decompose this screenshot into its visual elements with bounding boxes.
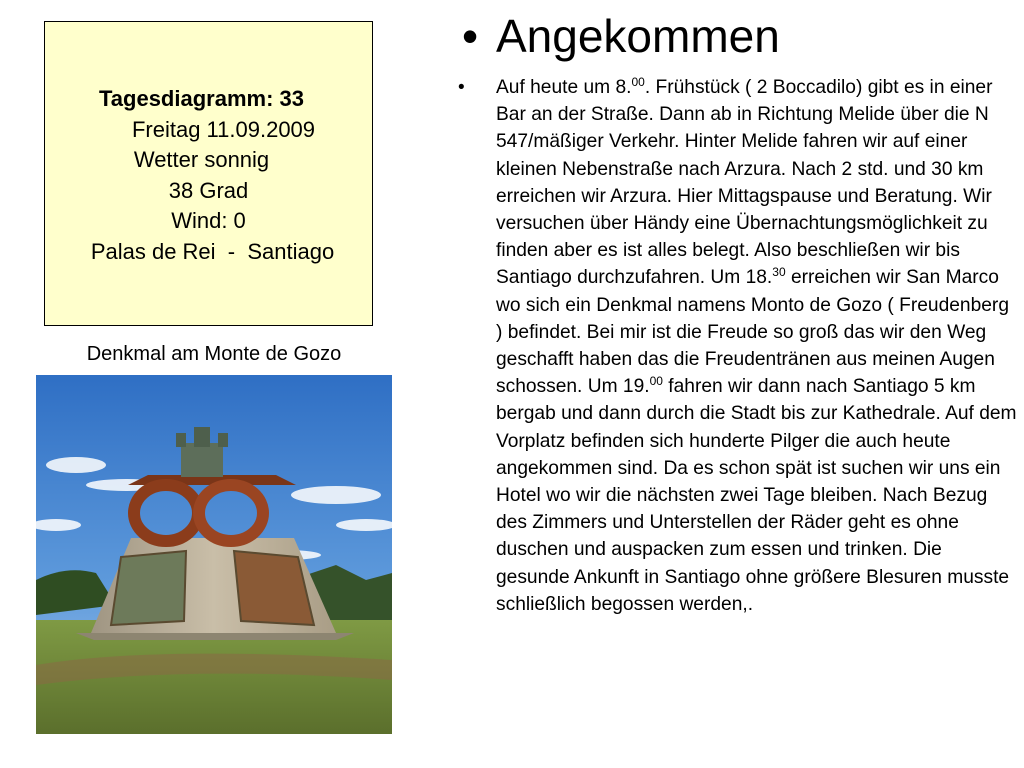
wind-text: Wind: 0 xyxy=(171,208,246,233)
monument-base xyxy=(76,633,354,640)
photo-caption: Denkmal am Monte de Gozo xyxy=(86,343,342,365)
relief-left xyxy=(111,551,186,625)
heading-text: Angekommen xyxy=(496,10,780,62)
heading-bullet: • xyxy=(462,10,479,62)
temperature-text: 38 Grad xyxy=(168,177,249,203)
route-text: Palas de Rei - Santiago xyxy=(90,238,335,264)
diagram-title: Tagesdiagramm: 33 xyxy=(98,86,304,111)
weather-text: Wetter sonnig xyxy=(133,147,270,172)
monument-photo xyxy=(36,375,392,734)
date-text: Freitag 11.09.2009 xyxy=(131,116,316,142)
monument-illustration xyxy=(36,375,392,734)
info-lines xyxy=(45,84,372,267)
pilgrim-figures xyxy=(181,443,223,477)
story-bullet: • xyxy=(458,77,465,98)
story-text: Auf heute um 8.00. Frühstück ( 2 Boccadilo) gibt es in einer Bar an der Straße. Dann ab in Richtung Melide über die N 547/mäßiger Verkehr. Hinter Melide fahren wir auf einer kleinen Nebenstraße nach Arzura. Nach 2 std. und 30 km erreichen wir Arzura. Hier Mittagspause und Beratung. Wir versuchen über Händy eine Übernachtungsmöglichkeit zu finden aber es ist alles belegt. Also beschließen wir bis Santiago durchzufahren. Um 18.30 erreichen wir San Marco wo sich ein Denkmal namens Monto de Gozo ( Freudenberg ) befindet. Bei mir ist die Freude so groß das wir den Weg geschafft haben das die Freudentränen aus meinen Augen schossen. Um 19.00 fahren wir dann nach Santiago 5 km bergab und dann durch die Stadt bis zur Kathedrale. Auf dem Vorplatz befinden sich hunderte Pilger die auch heute angekommen sind. Da es schon spät ist suchen wir uns ein Hotel wo wir die nächsten zwei Tage bleiben. Nach Bezug des Zimmers und Unterstellen der Räder geht es ohne duschen und auspacken zum essen und trinken. Die gesunde Ankunft in Santiago ohne größere Blesuren musste schließlich begossen werden,. xyxy=(496,75,1017,615)
info-box xyxy=(44,21,373,326)
